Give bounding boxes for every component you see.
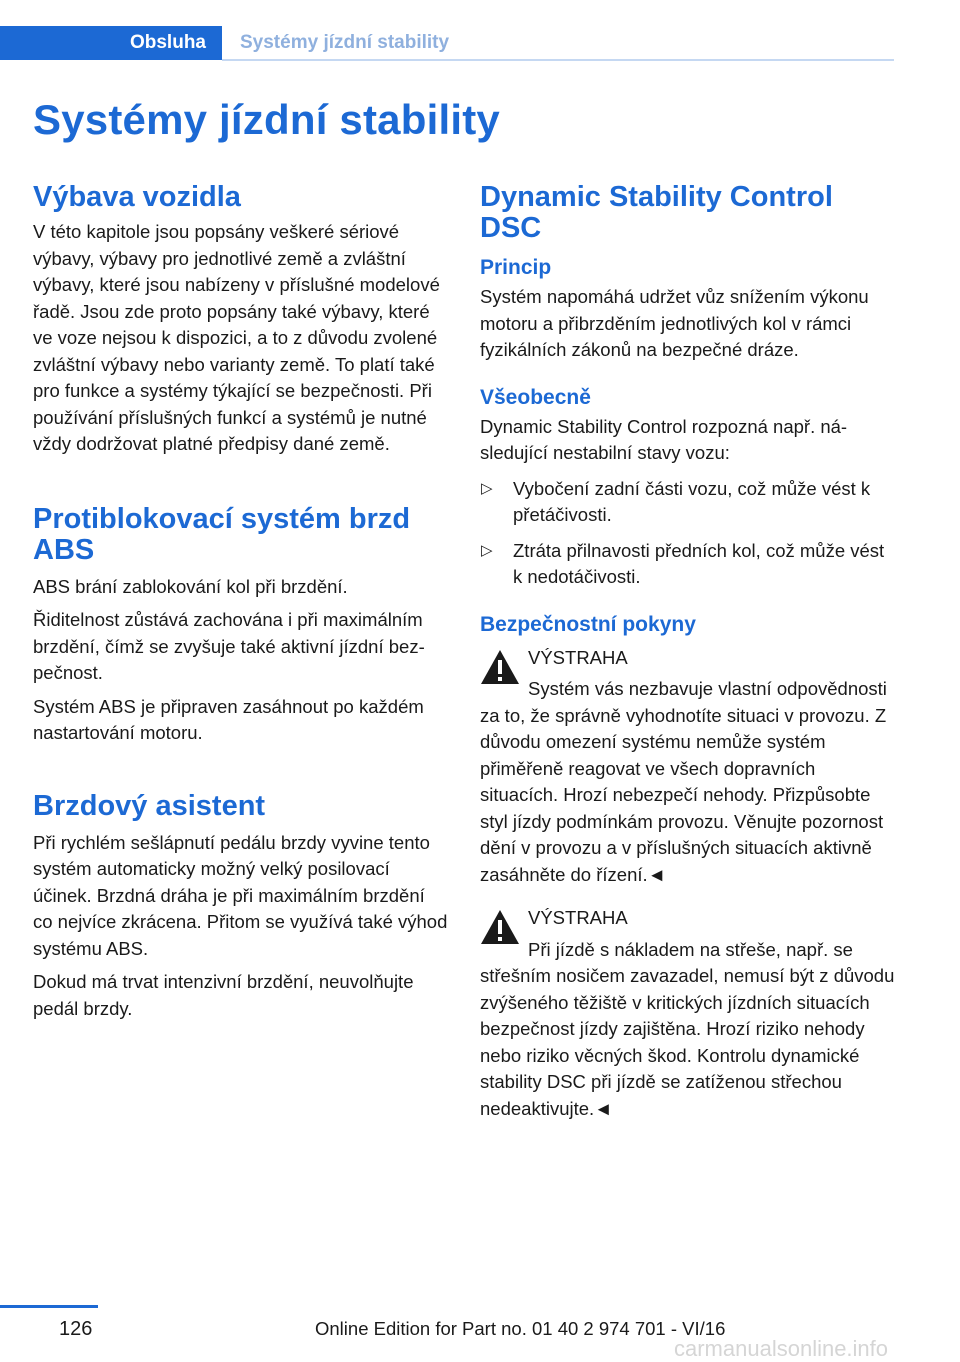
watermark: carmanualsonline.info	[674, 1336, 889, 1361]
chapter-tab	[0, 26, 222, 60]
right-column	[480, 182, 896, 1122]
warning-icon	[480, 649, 520, 685]
list-item-text: Ztráta přilnavosti předních kol, což může vést k nedotáčivosti.	[513, 539, 885, 587]
triangle-bullet-icon: ▷	[481, 541, 493, 559]
abs-paragraph-3: Systém ABS je připraven zasáhnout po každém nastartování motoru.	[33, 695, 424, 743]
page-title: Systémy jízdní stability	[33, 96, 500, 143]
footer-divider	[0, 1305, 98, 1308]
abs-paragraph-1: ABS brání zablokování kol při brzdění.	[33, 575, 348, 597]
list-item	[480, 538, 896, 591]
general-paragraph: Dynamic Stability Control rozpozná např. následující nestabilní stavy vozu:	[480, 415, 848, 463]
warning-heading: VÝSTRAHA	[528, 907, 628, 928]
instability-list	[480, 476, 896, 591]
section-title-equipment: Výbava vozidla	[33, 181, 241, 213]
page-header	[0, 26, 894, 62]
brake-assist-paragraph-2: Dokud má trvat intenzivní brzdění, neuvolňujte pedál brzdy.	[33, 971, 414, 1019]
section-label: Systémy jízdní stability	[240, 32, 450, 53]
list-item-text: Vybočení zadní části vozu, což může vést k přetáčivosti.	[513, 477, 871, 525]
left-column	[33, 182, 448, 1022]
warning-text: Systém vás nezbavuje vlastní odpovědnosti za to, že správně vyhodnotíte situaci v provozu. Z důvodu omezení systému nemůže systém přiměřeně reagovat ve všech dopravních situacích. Hrozí nebezpečí nehody. Přizpůsobte styl jízdy podmínkám provozu. Věnujte pozornost dění v provozu a v příslušných situacích aktivně zasáhněte do řízení.◄	[480, 678, 887, 885]
subsection-safety: Bezpečnostní pokyny	[480, 612, 696, 636]
chapter-tab-label: Obsluha	[129, 32, 206, 53]
warning-icon	[480, 909, 520, 945]
subsection-general: Všeobecně	[480, 385, 591, 409]
page-number: 126	[59, 1318, 93, 1340]
header-divider	[222, 59, 894, 61]
warning-text: Při jízdě s nákladem na střeše, např. se střešním nosičem zavazadel, nemusí být z důvodu zvýšeného těžiště v kritických jízdních situacích bezpečnost jízdy zajištěna. Hrozí riziko nehody nebo riziko věcných škod. Kontrolu dynamické stability DSC při jízdě se zatíženou střechou nedeaktivujte.◄	[480, 938, 895, 1119]
edition-note: Online Edition for Part no. 01 40 2 974 701 - VI/16	[315, 1318, 726, 1339]
section-title-dsc: Dynamic Stability Control DSC	[480, 181, 833, 244]
warning-box-1	[480, 645, 896, 889]
abs-paragraph-2: Řiditelnost zůstává zachována i při maximálním brzdění, čímž se zvyšuje také aktivní jízdní bezpečnost.	[33, 609, 425, 683]
section-title-abs: Protiblokovací systém brzd ABS	[33, 502, 411, 566]
section-title-brake-assist: Brzdový asistent	[33, 789, 266, 822]
subsection-principle: Princip	[480, 256, 552, 279]
principle-paragraph: Systém napomáhá udržet vůz snížením výkonu motoru a přibrzděním jednotlivých kol v rámci fyzikálních zákonů na bezpečné dráze.	[480, 286, 869, 360]
triangle-bullet-icon: ▷	[481, 479, 493, 497]
list-item	[480, 476, 896, 529]
equipment-paragraph: V této kapitole jsou popsány veškeré sériové výbavy, výbavy pro jednotlivé země a zvláštní výbavy, které jsou nabízeny v příslušné modelové řadě. Jsou zde proto popsány také výbavy, které ve voze nejsou k dispozici, a to z důvodu zvolené zvláštní výbavy nebo varianty země. To platí také pro funkce a systémy týkající se bezpečnosti. Při používání příslušných funkcí a systémů je nutné vždy dodržovat platné předpisy dané země.	[33, 221, 440, 454]
warning-box-2	[480, 905, 896, 1122]
warning-heading: VÝSTRAHA	[528, 646, 628, 668]
brake-assist-paragraph-1: Při rychlém sešlápnutí pedálu brzdy vyvine tento systém automaticky možný velký posilovací účinek. Brzdná dráha je při maximálním brzdění co nejvíce zkrácena. Přitom se využívá také výhod systému ABS.	[33, 831, 448, 959]
